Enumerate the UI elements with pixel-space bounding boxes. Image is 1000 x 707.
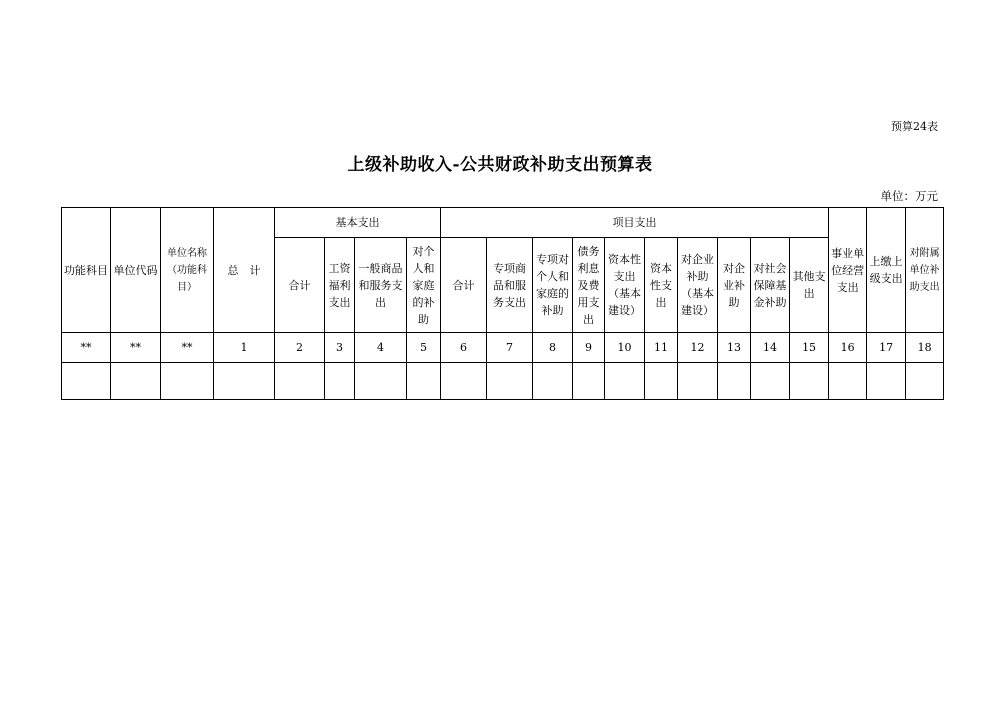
data-cell[interactable]: [533, 363, 573, 400]
unit-label: 单位：万元: [880, 189, 938, 203]
data-cell[interactable]: [441, 363, 487, 400]
index-cell: 12: [678, 333, 718, 363]
data-cell[interactable]: [867, 363, 906, 400]
data-cell[interactable]: [678, 363, 718, 400]
data-cell[interactable]: [275, 363, 325, 400]
index-cell: 8: [533, 333, 573, 363]
index-cell: 11: [645, 333, 678, 363]
index-cell: 17: [867, 333, 906, 363]
index-cell: 2: [275, 333, 325, 363]
data-cell[interactable]: [407, 363, 441, 400]
index-cell: **: [62, 333, 111, 363]
header-upper-remit: 上缴上级支出: [867, 208, 906, 333]
header-social-security: 对社会保障基金补助: [751, 238, 790, 333]
header-wage-welfare: 工资福利支出: [325, 238, 355, 333]
index-cell: **: [111, 333, 161, 363]
header-capital: 资本性支出: [645, 238, 678, 333]
index-cell: 13: [718, 333, 751, 363]
header-project-group: 项目支出: [441, 208, 829, 238]
index-cell: 7: [487, 333, 533, 363]
data-cell[interactable]: [355, 363, 407, 400]
data-cell[interactable]: [325, 363, 355, 400]
index-cell: 10: [605, 333, 645, 363]
header-func-subject: 功能科目: [62, 208, 111, 333]
data-cell[interactable]: [573, 363, 605, 400]
header-debt-interest: 债务利息及费用支出: [573, 238, 605, 333]
data-row: [62, 363, 944, 400]
header-enterprise: 对企业补助: [718, 238, 751, 333]
header-basic-sum: 合计: [275, 238, 325, 333]
header-capital-basic: 资本性支出（基本建设）: [605, 238, 645, 333]
index-cell: 15: [790, 333, 829, 363]
index-cell: 3: [325, 333, 355, 363]
page-title: 上级补助收入-公共财政补助支出预算表: [347, 155, 653, 175]
data-cell[interactable]: [487, 363, 533, 400]
data-cell[interactable]: [214, 363, 275, 400]
index-cell: 5: [407, 333, 441, 363]
data-cell[interactable]: [111, 363, 161, 400]
index-row: [62, 333, 944, 363]
header-other: 其他支出: [790, 238, 829, 333]
header-special-individual: 专项对个人和家庭的补助: [533, 238, 573, 333]
header-enterprise-basic: 对企业补助（基本建设）: [678, 238, 718, 333]
budget-table: [61, 207, 944, 400]
index-cell: 9: [573, 333, 605, 363]
header-unit-code: 单位代码: [111, 208, 161, 333]
data-cell[interactable]: [605, 363, 645, 400]
data-cell[interactable]: [161, 363, 214, 400]
index-cell: **: [161, 333, 214, 363]
header-row-1: [62, 208, 944, 238]
index-cell: 6: [441, 333, 487, 363]
header-institution-operating: 事业单位经营支出: [829, 208, 867, 333]
data-cell[interactable]: [751, 363, 790, 400]
data-cell[interactable]: [829, 363, 867, 400]
data-cell[interactable]: [62, 363, 111, 400]
index-cell: 18: [906, 333, 944, 363]
index-cell: 14: [751, 333, 790, 363]
header-total: 总 计: [214, 208, 275, 333]
index-cell: 4: [355, 333, 407, 363]
header-basic-group: 基本支出: [275, 208, 441, 238]
data-cell[interactable]: [906, 363, 944, 400]
data-cell[interactable]: [790, 363, 829, 400]
data-cell[interactable]: [645, 363, 678, 400]
header-unit-name: 单位名称（功能科目）: [161, 208, 214, 333]
index-cell: 1: [214, 333, 275, 363]
header-special-goods: 专项商品和服务支出: [487, 238, 533, 333]
form-number: 预算24表: [891, 120, 938, 133]
header-project-sum: 合计: [441, 238, 487, 333]
header-individual-subsidy: 对个人和家庭的补助: [407, 238, 441, 333]
data-cell[interactable]: [718, 363, 751, 400]
header-goods-services: 一般商品和服务支出: [355, 238, 407, 333]
index-cell: 16: [829, 333, 867, 363]
header-affiliated-subsidy: 对附属单位补助支出: [906, 208, 944, 333]
